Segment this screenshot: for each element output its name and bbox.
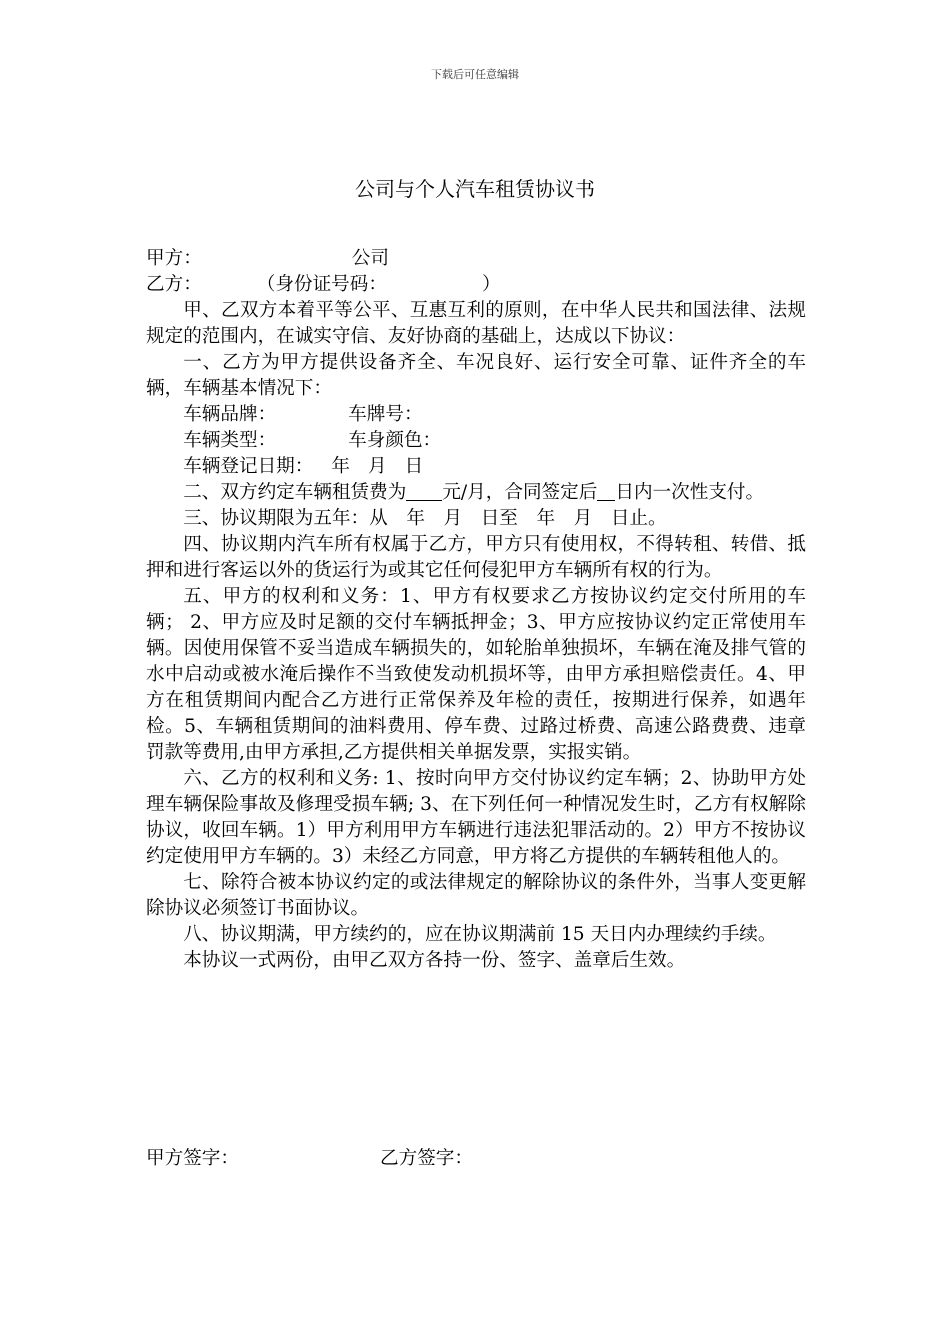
party-b-line (146, 272, 806, 298)
party-a-signature: 甲方签字： (146, 1148, 239, 1169)
reg-month: 月 (367, 456, 387, 477)
party-b-label: 乙方： (146, 274, 202, 295)
vehicle-type-line (146, 428, 806, 454)
party-a-label: 甲方： (146, 248, 202, 269)
header-note: 下载后可任意编辑 (431, 68, 519, 81)
clause-4: 四、协议期内汽车所有权属于乙方，甲方只有使用权，不得转租、转借、抵押和进行客运以外的货运行为或其它任何侵犯甲方车辆所有权的行为。 (146, 534, 806, 581)
clause-2-part3: 日内一次性支付。 (615, 482, 765, 503)
clause-3: 三、协议期限为五年：从 年 月 日至 年 月 日止。 (183, 508, 667, 529)
reg-day: 日 (404, 456, 424, 477)
document-title: 公司与个人汽车租赁协议书 (355, 177, 595, 201)
clause-2-part1: 二、双方约定车辆租赁费为 (183, 482, 407, 503)
party-b-id-suffix: ） (481, 274, 501, 295)
vehicle-reg-line (146, 454, 806, 480)
vehicle-plate-label: 车牌号： (348, 404, 423, 425)
clause-6: 六、乙方的权利和义务: 1、按时向甲方交付协议约定车辆；2、协助甲方处理车辆保险事故及修理受损车辆; 3、在下列任何一种情况发生时，乙方有权解除协议，收回车辆。1）甲方利用甲方车辆进行违法犯罪活动的。2）甲方不按协议约定使用甲方车辆的。3）未经乙方同意，甲方将乙方提供的车辆转租他人的。 (146, 768, 806, 867)
party-a-line (146, 246, 806, 272)
clause-1: 一、乙方为甲方提供设备齐全、车况良好、运行安全可靠、证件齐全的车辆，车辆基本情况下： (146, 352, 806, 399)
party-a-suffix: 公司 (351, 248, 389, 269)
clause-2 (146, 480, 806, 506)
rent-amount-blank (406, 482, 442, 501)
vehicle-type-label: 车辆类型： (183, 430, 277, 451)
party-b-signature: 乙方签字： (380, 1148, 473, 1169)
clause-5: 五、甲方的权利和义务：1、甲方有权要求乙方按协议约定交付所用的车辆； 2、甲方应及时足额的交付车辆抵押金；3、甲方应按协议约定正常使用车辆。因使用保管不妥当造成车辆损失的，如轮胎单独损坏，车辆在淹及排气管的水中启动或被水淹后操作不当致使发动机损坏等，由甲方承担赔偿责任。4、甲方在租赁期间内配合乙方进行正常保养及年检的责任，按期进行保养，如遇年检。5、车辆租赁期间的油料费用、停车费、过路过桥费、高速公路费费、违章罚款等费用,由甲方承担,乙方提供相关单据发票，实报实销。 (146, 586, 806, 763)
clause-2-part2: 元/月，合同签定后 (442, 482, 598, 503)
vehicle-reg-label: 车辆登记日期： (183, 456, 314, 477)
intro-paragraph: 甲、乙双方本着平等公平、互惠互利的原则，在中华人民共和国法律、法规规定的范围内，在诚实守信、友好协商的基础上，达成以下协议： (146, 300, 806, 347)
vehicle-brand-label: 车辆品牌： (183, 404, 277, 425)
closing-paragraph: 本协议一式两份，由甲乙双方各持一份、签字、盖章后生效。 (183, 950, 686, 971)
payment-days-blank (597, 482, 615, 501)
clause-8: 八、协议期满，甲方续约的，应在协议期满前 15 天日内办理续约手续。 (183, 924, 777, 945)
reg-year: 年 (331, 456, 350, 477)
contract-body (146, 246, 806, 974)
party-b-id-prefix: （身份证号码： (256, 274, 387, 295)
vehicle-color-label: 车身颜色： (348, 430, 442, 451)
clause-7: 七、除符合被本协议约定的或法律规定的解除协议的条件外，当事人变更解除协议必须签订书面协议。 (146, 872, 806, 919)
vehicle-brand-line (146, 402, 806, 428)
